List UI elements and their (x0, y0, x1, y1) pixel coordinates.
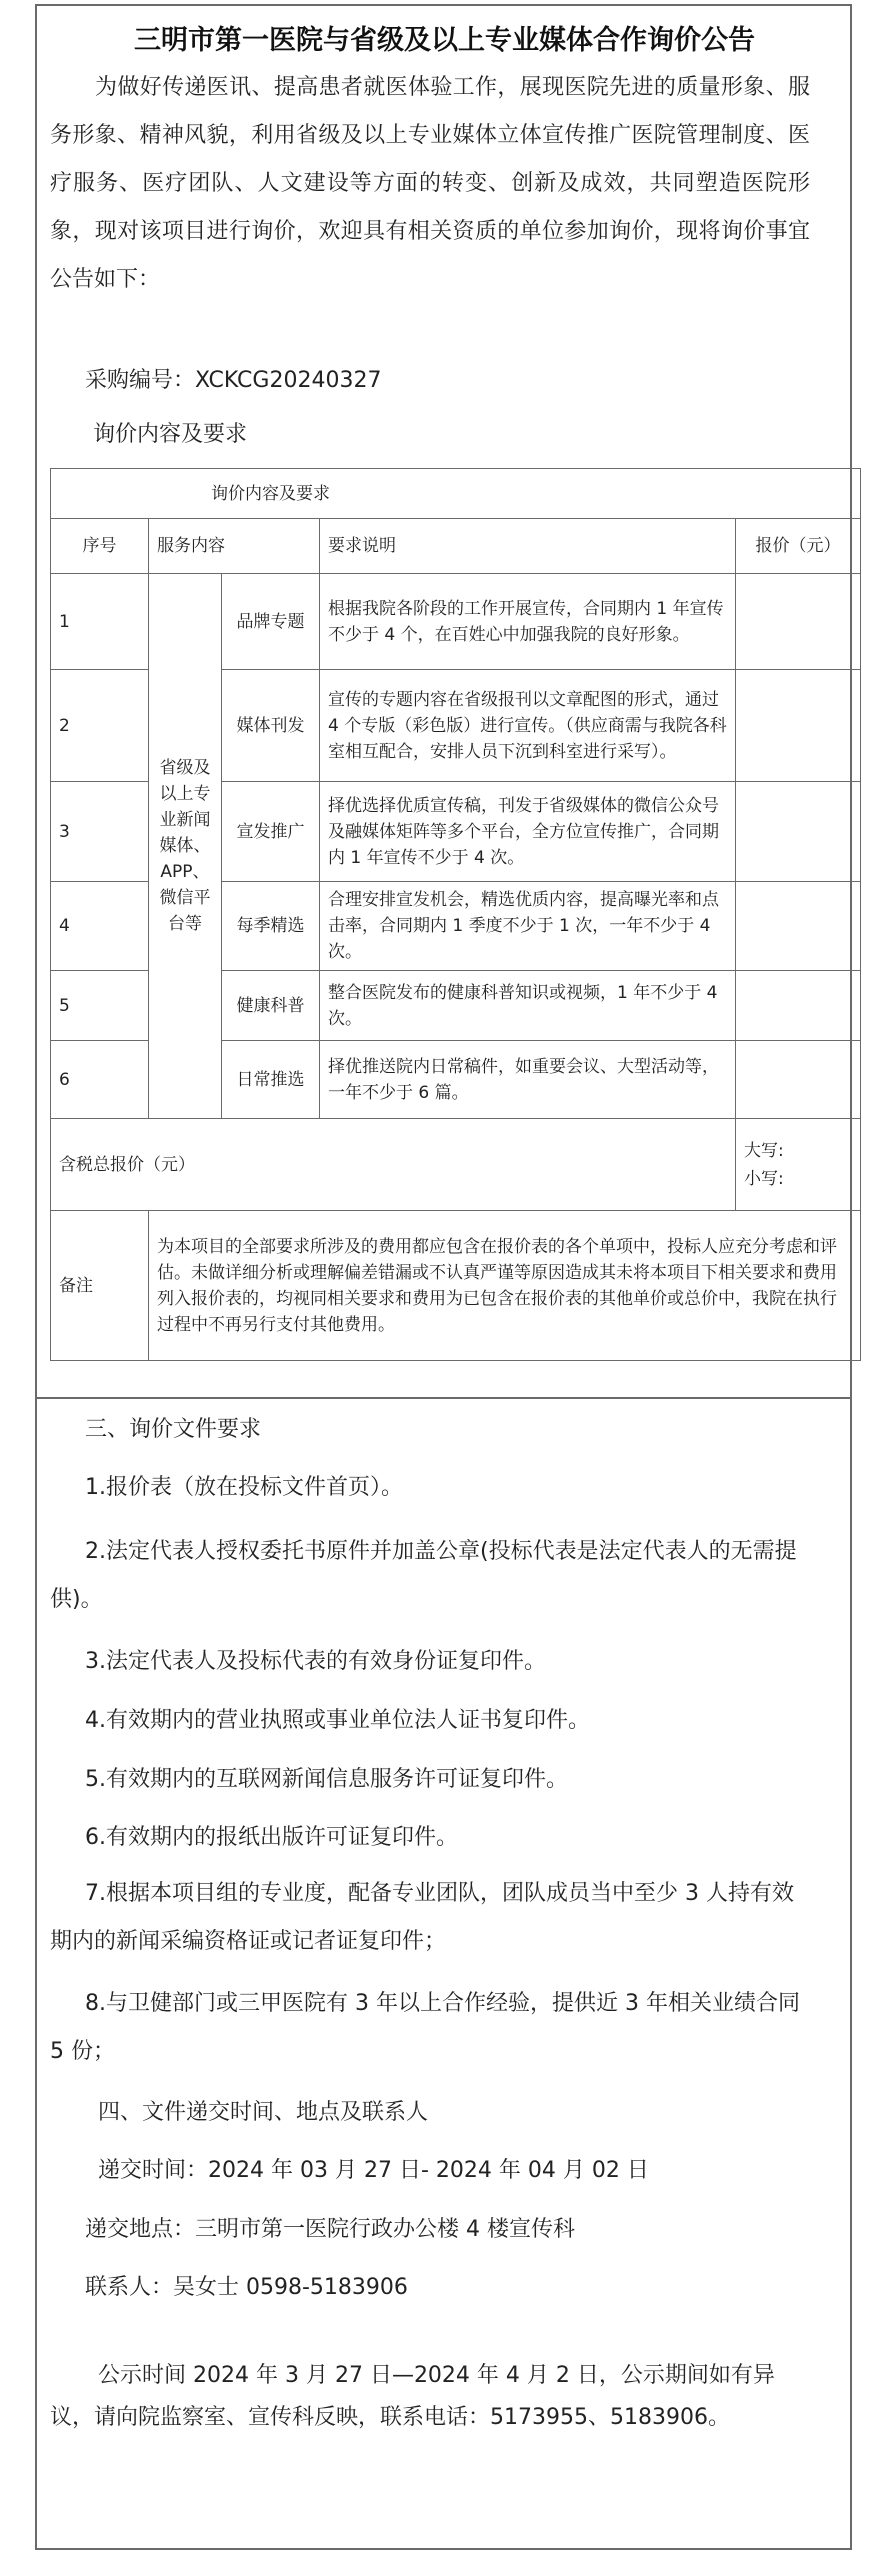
intro-paragraph: 为做好传递医讯、提高患者就医体验工作，展现医院先进的质量形象、服务形象、精神风貌，利用省级及以上专业媒体立体宣传推广医院管理制度、医疗服务、医疗团队、人文建设等方面的转变、创新及成效，共同塑造医院形象，现对该项目进行询价，欢迎具有相关资质的单位参加询价，现将询价事宜公告如下： (50, 75, 810, 292)
price-cell[interactable] (736, 882, 861, 971)
price-cell[interactable] (736, 782, 861, 882)
requirement-item: 4.有效期内的营业执照或事业单位法人证书复印件。 (85, 1708, 590, 1733)
submission-time: 递交时间：2024 年 03 月 27 日- 2024 年 04 月 02 日 (98, 2158, 649, 2183)
table-row (51, 574, 861, 670)
requirement-item: 8.与卫健部门或三甲医院有 3 年以上合作经验，提供近 3 年相关业绩合同 5 份； (50, 1991, 800, 2064)
service-category: 省级及以上专业新闻媒体、APP、微信平台等 (149, 574, 222, 1119)
service-item: 每季精选 (222, 882, 320, 971)
service-item: 健康科普 (222, 971, 320, 1041)
total-price-cell[interactable] (736, 1119, 861, 1211)
table-caption: 询价内容及要求 (51, 469, 861, 519)
note-label: 备注 (51, 1211, 149, 1361)
price-cell[interactable] (736, 971, 861, 1041)
section4-heading: 四、文件递交时间、地点及联系人 (98, 2100, 429, 2125)
row-number: 6 (51, 1041, 149, 1119)
section-heading: 询价内容及要求 (93, 422, 248, 447)
page-title: 三明市第一医院与省级及以上专业媒体合作询价公告 (134, 25, 755, 56)
capital-amount-label: 大写: (744, 1140, 784, 1161)
quote-table (50, 468, 861, 1361)
requirement-item: 2.法定代表人授权委托书原件并加盖公章(投标代表是法定代表人的无需提供)。 (50, 1539, 797, 1612)
submission-place: 递交地点：三明市第一医院行政办公楼 4 楼宣传科 (85, 2217, 575, 2242)
procurement-number: 采购编号：XCKCG20240327 (85, 368, 382, 393)
service-item: 媒体刊发 (222, 670, 320, 782)
row-number: 1 (51, 574, 149, 670)
requirement-item: 7.根据本项目组的专业度，配备专业团队，团队成员当中至少 3 人持有效期内的新闻采编资格证或记者证复印件； (50, 1881, 794, 1954)
row-number: 4 (51, 882, 149, 971)
requirement-item: 3.法定代表人及投标代表的有效身份证复印件。 (85, 1649, 546, 1674)
header-service: 服务内容 (149, 519, 320, 574)
numeric-amount-label: 小写: (744, 1168, 784, 1189)
contact-person: 联系人：吴女士 0598-5183906 (85, 2275, 408, 2300)
requirement-text: 宣传的专题内容在省级报刊以文章配图的形式，通过 4 个专版（彩色版）进行宣传。（供应商需与我院各科室相互配合，安排人员下沉到科室进行采写）。 (320, 670, 736, 782)
requirement-item: 5.有效期内的互联网新闻信息服务许可证复印件。 (85, 1767, 568, 1792)
price-cell[interactable] (736, 574, 861, 670)
row-number: 3 (51, 782, 149, 882)
service-item: 品牌专题 (222, 574, 320, 670)
requirement-text: 整合医院发布的健康科普知识或视频，1 年不少于 4 次。 (320, 971, 736, 1041)
note-text: 为本项目的全部要求所涉及的费用都应包含在报价表的各个单项中，投标人应充分考虑和评估。未做详细分析或理解偏差错漏或不认真严谨等原因造成其未将本项目下相关要求和费用列入报价表的，均视同相关要求和费用为已包含在报价表的其他单价或总价中，我院在执行过程中不再另行支付其他费用。 (149, 1211, 861, 1361)
requirement-text: 择优选择优质宣传稿，刊发于省级媒体的微信公众号及融媒体矩阵等多个平台，全方位宣传推广，合同期内 1 年宣传不少于 4 次。 (320, 782, 736, 882)
requirement-item: 6.有效期内的报纸出版许可证复印件。 (85, 1825, 458, 1850)
header-price: 报价（元） (736, 519, 861, 574)
header-requirement: 要求说明 (320, 519, 736, 574)
price-cell[interactable] (736, 670, 861, 782)
row-number: 5 (51, 971, 149, 1041)
requirement-item: 1.报价表（放在投标文件首页）。 (85, 1475, 403, 1500)
requirement-text: 合理安排宣发机会，精选优质内容，提高曝光率和点击率，合同期内 1 季度不少于 1 次，一年不少于 4 次。 (320, 882, 736, 971)
price-cell[interactable] (736, 1041, 861, 1119)
header-no: 序号 (51, 519, 149, 574)
service-item: 日常推选 (222, 1041, 320, 1119)
total-price-label: 含税总报价（元） (51, 1119, 736, 1211)
row-number: 2 (51, 670, 149, 782)
public-notice: 公示时间 2024 年 3 月 27 日—2024 年 4 月 2 日，公示期间如有异议，请向院监察室、宣传科反映，联系电话：5173955、5183906。 (50, 2363, 775, 2430)
requirement-text: 根据我院各阶段的工作开展宣传，合同期内 1 年宣传不少于 4 个，在百姓心中加强我院的良好形象。 (320, 574, 736, 670)
section3-heading: 三、询价文件要求 (85, 1417, 262, 1442)
service-item: 宣发推广 (222, 782, 320, 882)
requirement-text: 择优推送院内日常稿件，如重要会议、大型活动等，一年不少于 6 篇。 (320, 1041, 736, 1119)
